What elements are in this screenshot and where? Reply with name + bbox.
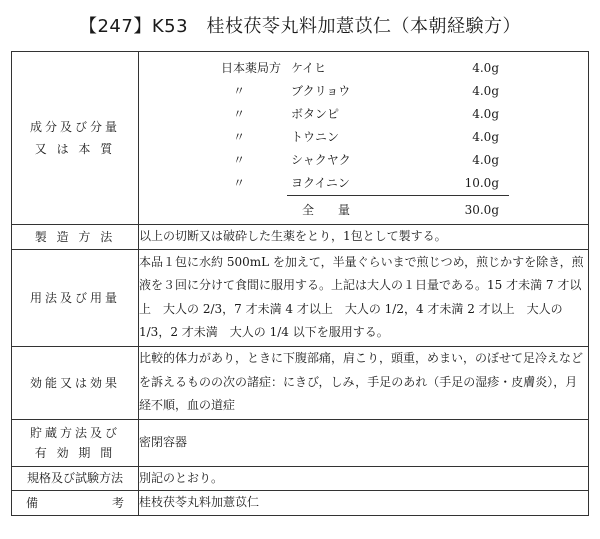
storage-label-line2: 有 効 期 間 (34, 445, 116, 460)
remarks-label-a: 備 (26, 495, 39, 510)
total-amount: 30.0g (464, 203, 499, 217)
total-divider (287, 195, 509, 196)
document-title: 【247】K53 桂枝茯苓丸料加薏苡仁（本朝経験方） (78, 16, 522, 37)
standards-text: 別記のとおり。 (139, 466, 589, 491)
ditto-mark: 〃 (232, 153, 245, 167)
ingredient-row (139, 150, 588, 170)
total-row (139, 200, 588, 220)
standards-label (12, 466, 139, 491)
specification-table (11, 51, 589, 516)
ditto-mark: 〃 (232, 107, 245, 121)
composition-label-line2: 又 は 本 質 (34, 142, 116, 156)
remarks-text: 桂枝茯苓丸料加薏苡仁 (139, 491, 589, 516)
ingredient-source: 日本薬局方 (220, 61, 281, 75)
ingredient-amount: 4.0g (472, 61, 499, 75)
total-label: 全 量 (301, 203, 350, 217)
dosage-text: 本品１包に水約 500mL を加えて，半量ぐらいまで煎じつめ，煎じかすを除き，煎液を３回に分けて食間に服用する。上記は大人の１日量である。15 才未満 7 才以上 大人の 2/3，7 才未満 4 才以上 大人の 1/2，4 才未満 2 才以上 大人の 1/3，2 才未満 大人の 1/4 以下を服用する。 (139, 249, 589, 346)
ingredient-row (139, 173, 588, 193)
storage-label (12, 419, 139, 466)
ditto-mark: 〃 (232, 130, 245, 144)
storage-row (12, 419, 589, 466)
ingredient-row (139, 104, 588, 124)
efficacy-label-text: 効能又は効果 (29, 375, 120, 390)
composition-label-line1: 成分及び分量 (29, 120, 120, 134)
ingredient-row (139, 81, 588, 101)
ingredient-amount: 4.0g (472, 107, 499, 121)
ditto-mark: 〃 (232, 176, 245, 190)
composition-label (12, 52, 139, 225)
efficacy-row (12, 346, 589, 419)
ingredient-amount: 4.0g (472, 84, 499, 98)
composition-content (139, 52, 589, 225)
ingredient-name: ブクリョウ (291, 84, 351, 98)
manufacturing-text: 以上の切断又は破砕した生薬をとり，1包として製する。 (139, 225, 589, 250)
efficacy-label (12, 346, 139, 419)
ingredient-amount: 4.0g (472, 153, 499, 167)
standards-row (12, 466, 589, 491)
remarks-label-b: 考 (111, 495, 124, 510)
manufacturing-row (12, 225, 589, 250)
storage-text: 密閉容器 (139, 419, 589, 466)
remarks-label (12, 491, 139, 516)
manufacturing-label-text: 製 造 方 法 (34, 229, 116, 244)
ingredient-name: トウニン (291, 130, 340, 144)
manufacturing-label (12, 225, 139, 250)
ingredient-name: ヨクイニン (291, 176, 350, 190)
standards-label-text: 規格及び試験方法 (26, 471, 123, 486)
dosage-label-text: 用法及び用量 (29, 290, 120, 305)
ingredient-row (139, 127, 588, 147)
composition-row (12, 52, 589, 225)
ingredient-amount: 4.0g (472, 130, 499, 144)
dosage-row (12, 249, 589, 346)
remarks-row (12, 491, 589, 516)
storage-label-line1: 貯蔵方法及び (29, 425, 120, 440)
ingredient-name: ケイヒ (291, 61, 327, 75)
ingredient-row (139, 58, 588, 78)
ingredient-name: ボタンピ (291, 107, 340, 121)
dosage-label (12, 249, 139, 346)
ditto-mark: 〃 (232, 84, 245, 98)
efficacy-text: 比較的体力があり，ときに下腹部痛，肩こり，頭重，めまい，のぼせて足冷えなどを訴えるものの次の諸症：にきび，しみ，手足のあれ（手足の湿疹・皮膚炎），月経不順，血の道症 (139, 346, 589, 419)
ingredient-amount: 10.0g (464, 176, 499, 190)
ingredient-name: シャクヤク (291, 153, 351, 167)
